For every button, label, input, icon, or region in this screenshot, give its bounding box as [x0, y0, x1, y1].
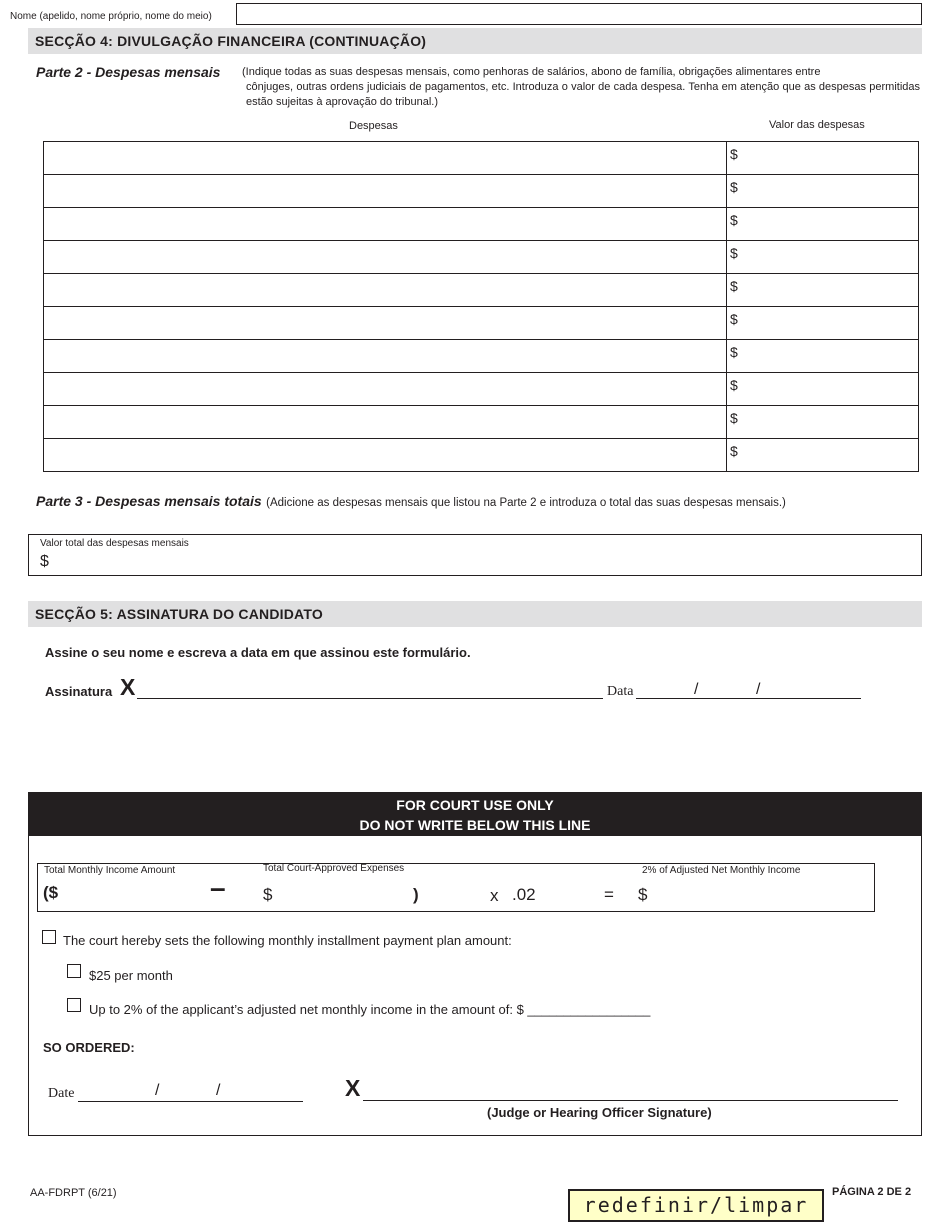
court-date-label: Date: [48, 1086, 75, 1101]
factor-value: .02: [512, 885, 536, 904]
date-label: Data: [607, 684, 634, 699]
part2-desc-rest: cônjuges, outras ordens judiciais de pagamentos, etc. Introduza o valor de cada despesa. Tenha em atenção que as despesas permitidas estão sujeitas à aprovação do tribunal.): [246, 81, 920, 108]
name-label: Nome (apelido, nome próprio, nome do meio): [10, 11, 212, 22]
table-row: [44, 142, 919, 175]
column-header-expense: Despesas: [349, 120, 398, 132]
amount-input[interactable]: $: [727, 175, 919, 208]
court-date-line[interactable]: [78, 1101, 303, 1102]
signature-x-mark: X: [120, 674, 136, 700]
court-use-box: [28, 792, 922, 1136]
amount-input[interactable]: $: [727, 208, 919, 241]
table-row: [44, 373, 919, 406]
part3-heading: Parte 3 - Despesas mensais totais: [36, 493, 262, 509]
judge-signature-x-mark: X: [345, 1075, 361, 1101]
column-header-amount: Valor das despesas: [769, 119, 865, 131]
table-row: [44, 439, 919, 472]
expenses-dollar: $: [263, 885, 273, 904]
minus-sign: –: [210, 872, 226, 903]
amount-input[interactable]: $: [727, 340, 919, 373]
table-row: [44, 340, 919, 373]
option-2pct-text: Up to 2% of the applicant’s adjusted net monthly income in the amount of: $ _________________: [89, 1002, 651, 1017]
part2-desc-line1: (Indique todas as suas despesas mensais, como penhoras de salários, abono de família, obrigações alimentares entre: [242, 66, 821, 78]
amount-input[interactable]: $: [727, 241, 919, 274]
judge-signature-line[interactable]: [363, 1100, 898, 1101]
page-number: PÁGINA 2 DE 2: [832, 1186, 912, 1198]
total-currency-symbol: $: [40, 553, 49, 570]
amount-input[interactable]: $: [727, 274, 919, 307]
expense-input[interactable]: [44, 406, 727, 439]
payment-plan-checkbox[interactable]: [42, 930, 56, 944]
close-paren: ): [413, 885, 419, 904]
date-line[interactable]: [636, 698, 861, 699]
court-header-line1: FOR COURT USE ONLY: [396, 797, 554, 813]
court-use-header: [29, 793, 921, 836]
name-input[interactable]: [236, 3, 922, 25]
result-dollar: $: [638, 885, 648, 904]
expense-input[interactable]: [44, 274, 727, 307]
option-25-checkbox[interactable]: [67, 964, 81, 978]
date-separator: /: [694, 681, 699, 698]
total-expenses-label: Valor total das despesas mensais: [40, 538, 189, 549]
amount-input[interactable]: $: [727, 307, 919, 340]
table-row: [44, 208, 919, 241]
expense-input[interactable]: [44, 175, 727, 208]
table-row: [44, 406, 919, 439]
signature-line[interactable]: [137, 698, 603, 699]
expense-input[interactable]: [44, 208, 727, 241]
section4-title: SECÇÃO 4: DIVULGAÇÃO FINANCEIRA (CONTINUAÇÃO): [28, 28, 922, 54]
table-row: [44, 241, 919, 274]
so-ordered-label: SO ORDERED:: [43, 1040, 135, 1055]
table-row: [44, 307, 919, 340]
amount-input[interactable]: $: [727, 142, 919, 175]
amount-input[interactable]: $: [727, 439, 919, 472]
court-date-separator: /: [155, 1082, 160, 1099]
expenses-table: [43, 141, 919, 472]
court-date-separator: /: [216, 1082, 221, 1099]
expense-input[interactable]: [44, 439, 727, 472]
amount-input[interactable]: $: [727, 373, 919, 406]
open-paren-dollar: ($: [43, 883, 59, 902]
expense-input[interactable]: [44, 373, 727, 406]
part2-heading: Parte 2 - Despesas mensais: [36, 64, 221, 80]
reset-button[interactable]: redefinir/limpar: [568, 1189, 824, 1222]
section5-title: SECÇÃO 5: ASSINATURA DO CANDIDATO: [28, 601, 922, 627]
table-row: [44, 175, 919, 208]
equals-sign: =: [604, 885, 614, 904]
expense-input[interactable]: [44, 307, 727, 340]
court-header-line2: DO NOT WRITE BELOW THIS LINE: [359, 817, 591, 833]
times-sign: x: [490, 886, 499, 905]
form-id: AA-FDRPT (6/21): [30, 1187, 117, 1199]
amount-input[interactable]: $: [727, 406, 919, 439]
part3-heading-row: [36, 493, 786, 511]
part3-desc: (Adicione as despesas mensais que listou na Parte 2 e introduza o total das suas despesas mensais.): [266, 497, 786, 509]
date-separator: /: [756, 681, 761, 698]
signature-instruction: Assine o seu nome e escreva a data em que assinou este formulário.: [45, 645, 471, 660]
expenses-label: Total Court-Approved Expenses: [263, 863, 405, 874]
expense-input[interactable]: [44, 142, 727, 175]
table-row: [44, 274, 919, 307]
result-label: 2% of Adjusted Net Monthly Income: [642, 865, 801, 876]
expense-input[interactable]: [44, 241, 727, 274]
payment-plan-text: The court hereby sets the following monthly installment payment plan amount:: [63, 933, 512, 948]
expense-input[interactable]: [44, 340, 727, 373]
option-2pct-checkbox[interactable]: [67, 998, 81, 1012]
total-expenses-field[interactable]: [28, 534, 922, 576]
judge-signature-caption: (Judge or Hearing Officer Signature): [487, 1105, 712, 1120]
income-label: Total Monthly Income Amount: [44, 865, 176, 876]
option-25-text: $25 per month: [89, 968, 173, 983]
signature-label: Assinatura: [45, 684, 113, 699]
